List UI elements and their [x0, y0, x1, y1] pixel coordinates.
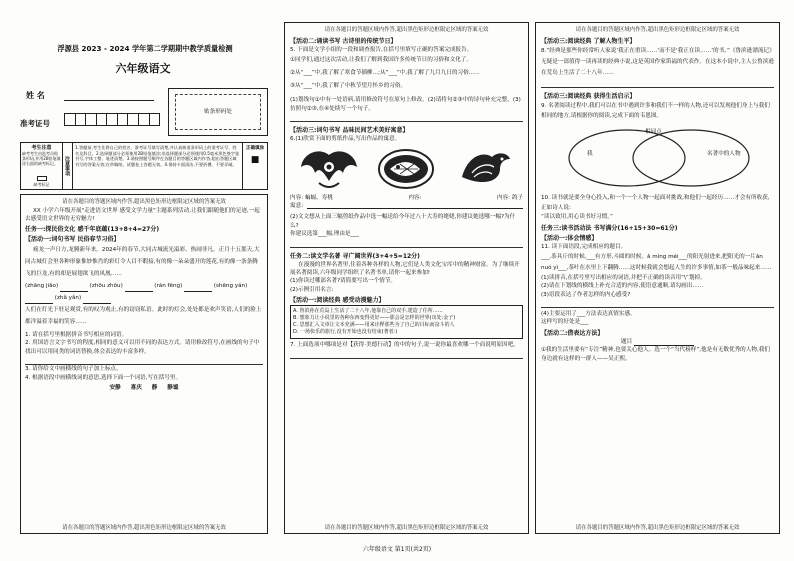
fill-example-mark: ■ — [250, 155, 260, 165]
warning-top: 请在各题目的答题区域内作答,超出黑色矩形边框限定区域的答案无效 — [62, 199, 226, 205]
label-fish-content: 内容: — [408, 194, 422, 201]
column-right — [535, 22, 780, 534]
option-c: C. 思想汇入文章让文本充满——用来诠释那些为了自己的目标而奋斗的人 — [293, 322, 455, 329]
warning-bottom: 请在各题目的答题区域内作答,超出黑色矩形边框限定区域的答案无效 — [575, 525, 740, 531]
question-11: 11. 读下面语段,完成相应的题目。 — [541, 244, 627, 251]
question-12: ①我的生活里要有“专注”精神,也要关心他人。选一个“当代榜样”,他是有无数优秀的人物,我们身边就有这样的一群人——吴正熙。 — [541, 347, 770, 362]
blank-4[interactable] — [25, 297, 53, 304]
passage2: 在漫漫的世界名著里,住着各种各样的人物,它们是人类文化宝库中的精神财富。为了继续开展名著阅读,六年级同学组织了名著书单,请你一起来参加! — [290, 261, 520, 277]
warning-top: 请在各题目的答题区域内作答,超出黑色矩形边框限定区域的答案无效 — [324, 27, 489, 33]
question-7a: (1)你读过哪部名著?请简要写出一个情节。 — [290, 278, 396, 285]
meaning-blank[interactable] — [307, 202, 523, 209]
activity8-heading: 【活动二:借表达方法】 — [541, 329, 604, 337]
paper-cut-bat-icon — [299, 147, 359, 191]
question-9: 9. 名著阅读过程中,我们可以在书中遇到许多和我们不一样的人物,还可以发现他们身上与我们相同的地方,请根据你的阅读,完成下面的韦恩图。 — [541, 103, 770, 119]
passage1: 癌龙一声日方,龙腾新年来。2024年的春节,大同古城流光溢彩、热闹非凡。正月十五那天,大同古城灯会里各种形象惟妙惟肖的彩灯令人目不暇接,有的像一朵朵盛开的莲花,有的像一条条腾飞的巨龙,有的却是展翅欲飞的凤凰…… — [25, 247, 260, 277]
venn-left-label: 我 — [587, 151, 593, 157]
label-bat-content: 内容: 蝙蝠、寿桃 — [290, 194, 333, 201]
barcode-area: 贴条形码处 — [168, 88, 268, 136]
question-2: 2. 用国语言文字书写的程度,相同的意义可以用不同的表达方式。请用修改符号,在画线的句子中找出可以用同类的词语替换,体会表达的丰富多样。 — [25, 340, 260, 355]
id-label: 准考证号 — [20, 119, 50, 128]
warning-bottom: 请在各题目的答题区域内作答,超出黑色矩形边框限定区域的答案无效 — [324, 525, 489, 531]
blank-1[interactable] — [60, 285, 88, 292]
subject-title: 六年级语文 — [115, 62, 171, 75]
title-blank[interactable] — [634, 339, 694, 346]
question-6-2: (2)文文想从上面三幅剪纸作品中选一幅送给今年过八十大寿的姥姥,你建议她选哪一幅?为什么? — [290, 214, 516, 229]
name-label: 姓 名 — [26, 91, 45, 100]
sub-question-4b: 这样写的好处是___ — [541, 319, 589, 326]
question-6: 6.(1)欣赏下面的剪纸作品,写出作品的寓意。 — [290, 136, 401, 143]
option-b: B. 想象力让小说里的各种东西变得更好——那会是怎样的世界(出处:金子) — [293, 315, 456, 322]
paper-cut-images — [290, 147, 523, 191]
passage1b: 人们在灯光下驻足观赏,有的叹为观止,有的窃窃私语。此时的灯会,处处都是欢声笑语,人们的脸上都洋溢着幸福的笑容…… — [25, 307, 262, 325]
page-footer: 六年级语文 第1页(共2页) — [362, 546, 432, 553]
question-3: 3. 请你给文中画横线的句子加上标点。 — [25, 366, 122, 373]
activity7-heading: 【活动一:体会情感】 — [541, 235, 598, 243]
id-field[interactable] — [64, 113, 160, 126]
question-1: 1. 请在括号里根据拼音书写相应的词语。 — [25, 332, 128, 338]
venn-right-label: 名著中的人物 — [707, 151, 741, 157]
answer-box-col1: 请在各题目的答题区域内作答,超出黑色矩形边框限定区域的答案无效 XX 小学六年级开展"走进语文世界 感受文学力量"主题系列活动,让我们跟随他们的足迹,一起去感受语文世界的无穷魅力! 任务一:探民俗文化 感千年底蕴(13+8+4=27分) 【活动一:词句书写 民俗春节习俗】 癌龙一声日方,龙腾新年来。2024年的春节,大同古城流光溢彩、热闹非凡。正月十五那天,大同古城灯会里各种形象惟妙惟肖的彩灯令人目不暇接,有的像一朵朵盛开的莲花,有的像一条条腾飞的巨龙,有的却是展翅欲飞的凤凰…… (zhāng jiǎo) (zhōu zhōu) (rán fēng) (shēng yán) (zhǎ yǎn) 人们在灯光下驻足观赏,有的叹为观止,有的窃窃私语。此时的灯会,处处都是欢声笑语,人们的脸上都洋溢着幸福的笑容…… 1. 请在括号里根据拼音书写相应的词语。 2. 用国语言文字书写的程度,相同的意义可以用不同的表达方式。请用修改符号,在画线的句子中找出可以用同类的词语替换,体会表达的丰富多样。 3. 请你给文中画横线的句子加上标点。 4. 根据语段中画横线词的意思,选择下面一个词语,写在括号里。 安静 喜庆 静 静谧 请在各题目的答题区域内作答,超出黑色矩形边框限定区域的答案无效 — [20, 194, 268, 534]
q6-answer-prompt: 你建议选第___幅,理由是___ — [290, 231, 359, 238]
label-dove-content: 内容: 鸽子 — [496, 194, 523, 201]
notice-area: 考生注意 缺考考生由监考员贴条形码,并用2B铅笔填涂右面的缺考标记。 缺考标记 注意事项 1.答题前,考生先将自己的姓名、准考证号填写清楚,并认真核准条形码上的准考证号、姓名及科目。2.选择题部分必须使用2B铅笔填涂;非选择题部分必须使用0.5毫米黑色签字笔书写,字体工整、笔迹清楚。3.请按照题号顺序在各题目的答题区域内作答,超出答题区域书写的答案无效;在草稿纸、试题卷上答题无效。4.保持卡面清洁,不要折叠、不要弄破。 正确填涂 ■ — [20, 142, 268, 190]
warning-top: 请在各题目的答题区域内作答,超出黑色矩形边框限定区域的答案无效 — [575, 27, 740, 33]
venn-middle-label: 相同点 — [645, 129, 662, 135]
task3-heading: 任务三:读书活动法 书写满分(16+15+30=61分) — [541, 225, 678, 233]
venn-diagram — [541, 124, 774, 190]
answer-line-5[interactable] — [290, 113, 523, 122]
intro-text: XX 小学六年级开展"走进语文世界 感受文学力量"主题系列活动,让我们跟随他们的足迹,一起去感受语文世界的无穷魅力! — [25, 208, 260, 222]
activity5-heading: 【活动三:阅读经典 了解人物生平】 — [541, 38, 636, 45]
reading-passage: ___,茶具斤的时候,___有方形,斗圆的时候。ǎ míng méi___的阳光射进来,把阳光的一片ǎn nuó yì___,茶叶在水里上下翻腾……这时候我就会想起人生的许多事情,如茶一般品味起来…… — [541, 253, 772, 271]
option-a: A. 鲁滨孙在荒岛上生活了二十八年,他靠自己的双手,建造了住所…… — [293, 308, 443, 315]
column-middle — [284, 22, 529, 534]
answer-line-2[interactable] — [25, 356, 263, 365]
blank-5[interactable] — [83, 297, 111, 304]
question-10-quote: “读以致用,用心读书好习惯。” — [541, 214, 613, 220]
activity2-heading: 【活动二:诵读书写 古诗里的传统节日】 — [290, 38, 397, 45]
activity4-heading: 【活动一:阅读经典 感受动漫魅力】 — [290, 297, 385, 305]
answer-line-8[interactable] — [541, 79, 774, 88]
column-left — [18, 22, 269, 534]
rules-text: 1.答题前,考生先将自己的姓名、准考证号填写清楚,并认真核准条形码上的准考证号、姓名及科目。2.选择题部分必须使用2B铅笔填涂;非选择题部分必须使用0.5毫米黑色签字笔书写,字体工整、笔迹清楚。3.请按照题号顺序在各题目的答题区域内作答,超出答题区域书写的答案无效;在草稿纸、试题卷上答题无效。4.保持卡面清洁,不要折叠、不要弄破。 — [73, 143, 243, 189]
task2-heading: 任务二:读文学名著 寻广阔世界(3+4+5=12分) — [290, 252, 420, 260]
q5-line2: ②从“___”中,我了解了寒食节插柳…;从“___”中,我了解了九月九日的习俗…… — [290, 70, 480, 77]
side-label: 注意事项 — [63, 143, 73, 189]
sub-question-3: (3)语段表达了作者怎样的内心感受? — [541, 291, 631, 298]
paper-cut-dove-icon — [454, 147, 514, 191]
question-7b: (2)示例引用名言: — [290, 286, 334, 293]
question-7: 7. 上面选项中哪项是对【获得·美德行动】的中的句子,说一说你最喜欢哪一个而说明原因吧。 — [290, 342, 519, 349]
task1-heading: 任务一:探民俗文化 感千年底蕴(13+8+4=27分) — [25, 226, 160, 233]
name-field[interactable] — [64, 100, 154, 101]
activity3-heading: 【活动三:词句书写 品味民间艺术美好寓意】 — [290, 127, 409, 135]
answer-line-6[interactable] — [290, 239, 523, 248]
sub-question-2: (2)请在下划线的横线上补充合适的内容,使语意通顺,请勾画出…… — [541, 283, 704, 290]
options-box — [290, 305, 523, 339]
question-4: 4. 根据语段中画横线词的意思,选择下面一个词语,写在括号里。 — [25, 374, 182, 381]
option-d: D. 一场快乐的旅行,没有开始也没有结束(著者:) — [293, 329, 398, 336]
activity6-heading: 【活动三:阅读经典 获得生活启示】 — [541, 93, 636, 100]
sub-question-4: (4)主要运用了___方法表达真情实感。 — [541, 311, 636, 318]
question-8: 8.“经典是那些你经常听人家说‘我正在重读……’而不是‘我正在读……’的书。”《鲁滨逊漂流记》无疑是一部值得一读再读的经典小说,这是英国作家笛福的代表作。在这本小说中,主人公鲁滨逊在荒岛上生活了二十八年…… — [541, 48, 774, 76]
question-10: 10. 读书就是要全身心投入,和一个一个人物一起面对挑战,和他们一起经历……才会有所收获,正如诗人说: — [541, 195, 770, 211]
answer-line-11-3[interactable] — [541, 299, 774, 308]
blank-3[interactable] — [184, 285, 212, 292]
absent-checkbox[interactable] — [37, 176, 47, 181]
question-5: 5. 下面是文学小组的一段和调查报告,在括号里填写正确的答案完成报告。 — [290, 47, 473, 53]
blank-2[interactable] — [125, 285, 153, 292]
label-meaning: 寓意: — [290, 203, 304, 210]
exam-title: 浮源县 2023 - 2024 学年第二学期期中教学质量检测 — [57, 44, 233, 53]
choice-words: 安静 喜庆 静 静谧 — [109, 385, 179, 392]
title-label: 题目 — [621, 338, 633, 345]
paper-cut-fish-icon — [376, 147, 436, 191]
warning-bottom: 请在各题目的答题区域内作答,超出黑色矩形边框限定区域的答案无效 — [62, 525, 226, 531]
q5-line3: ③从“___”中,我了解了中秋节望月怀乡的习俗。 — [290, 83, 407, 90]
q5-subquestions: (1)划线句①中有一处语病,请用修改符号在原句上修改。(2)请将句②③中的诗句补充完整。(3)仿照句②③,在④处续写一个句子。 — [290, 97, 521, 112]
sub-question-1: (1)读拼音,在括号里写出相应的词语,并把不正确的读音用“\”划掉。 — [541, 274, 706, 281]
q5-line1: ①同学们,通过这次活动,让我们了解到我国许多传统节日的习俗和文化了。 — [290, 57, 472, 64]
activity1-heading: 【活动一:词句书写 民俗春节习俗】 — [25, 236, 120, 243]
answer-line-7a[interactable] — [290, 350, 523, 359]
